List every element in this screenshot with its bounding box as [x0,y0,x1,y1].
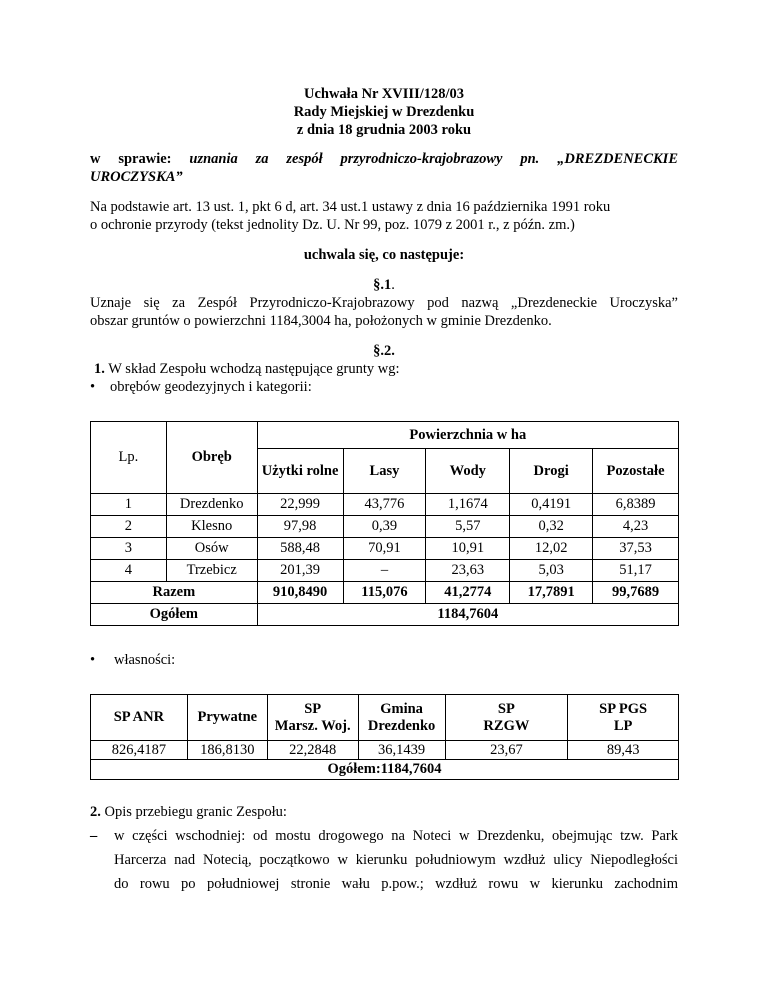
point-2-title: Opis przebiegu granic Zespołu: [104,804,287,820]
bullet-icon: • [90,652,96,668]
table-row [91,560,679,582]
cell-drogi: 0,32 [510,516,593,538]
boundary-line-2: Harcerza nad Notecią, początkowo w kierunku południowym wzdłuż ulicy Niepodległości [114,852,678,868]
ownership-header: SP PGS LP [568,695,679,741]
ownership-header: Gmina Drezdenko [358,695,445,741]
section-1-symbol: §.1 [373,277,392,293]
col-lasy: Lasy [343,449,426,494]
cell-lasy: 0,39 [343,516,426,538]
cell-lp: 1 [91,494,167,516]
razem-pozostale: 99,7689 [593,582,679,604]
cell-lp: 4 [91,560,167,582]
boundary-line-3: do rowu po południowej stronie wału p.pow.; wzdłuż rowu w kierunku zachodnim [114,876,678,892]
ownership-total: Ogółem:1184,7604 [91,760,679,780]
ownership-header: SP ANR [91,695,188,741]
point-2-number: 2. [90,804,101,820]
cell-pozostale: 37,53 [593,538,679,560]
ownership-value: 22,2848 [267,741,358,760]
col-group-area: Powierzchnia w ha [257,422,678,449]
cell-lasy: 70,91 [343,538,426,560]
razem-drogi: 17,7891 [510,582,593,604]
razem-label: Razem [91,582,258,604]
ogolem-value: 1184,7604 [257,604,678,626]
point-1-text: W skład Zespołu wchodzą następujące grunty wg: [108,361,400,377]
cell-uzytki: 22,999 [257,494,343,516]
resolution-date: z dnia 18 grudnia 2003 roku [296,122,472,138]
section-2-title: §.2. [373,343,395,359]
cell-drogi: 12,02 [510,538,593,560]
col-uzytki: Użytki rolne [257,449,343,494]
bullet-icon: • [90,379,96,395]
ownership-header: Prywatne [187,695,267,741]
bullet-2-text: własności: [114,652,176,668]
area-by-precinct-table [90,421,679,626]
cell-uzytki: 97,98 [257,516,343,538]
area-by-ownership-table [90,694,679,780]
ownership-value: 36,1439 [358,741,445,760]
cell-drogi: 5,03 [510,560,593,582]
cell-uzytki: 588,48 [257,538,343,560]
ownership-value: 23,67 [445,741,568,760]
subject-prefix: w sprawie: [90,151,172,167]
resolves-heading: uchwala się, co następuje: [303,247,465,263]
table-row [91,494,679,516]
ownership-value: 186,8130 [187,741,267,760]
razem-uzytki: 910,8490 [257,582,343,604]
council-name: Rady Miejskiej w Drezdenku [293,104,475,120]
cell-pozostale: 6,8389 [593,494,679,516]
col-wody: Wody [426,449,510,494]
ownership-header: SP Marsz. Woj. [267,695,358,741]
section-1-title [90,276,678,294]
ogolem-label: Ogółem [91,604,258,626]
cell-wody: 10,91 [426,538,510,560]
legal-basis-line-2: o ochronie przyrody (tekst jednolity Dz. U. Nr 99, poz. 1079 z 2001 r., z późn. zm.) [90,217,575,233]
col-obreb: Obręb [166,422,257,494]
col-pozostale: Pozostałe [593,449,679,494]
cell-pozostale: 4,23 [593,516,679,538]
razem-wody: 41,2774 [426,582,510,604]
cell-uzytki: 201,39 [257,560,343,582]
bullet-1-text: obrębów geodezyjnych i kategorii: [110,379,312,395]
cell-obreb: Trzebicz [166,560,257,582]
col-lp: Lp. [91,422,167,494]
cell-drogi: 0,4191 [510,494,593,516]
point-1 [94,360,682,378]
ownership-header: SP RZGW [445,695,568,741]
point-2-heading [90,803,678,821]
col-drogi: Drogi [510,449,593,494]
point-1-number: 1. [94,361,105,377]
section-1-line-2: obszar gruntów o powierzchni 1184,3004 ha, położonych w gminie Drezdenko. [90,313,552,329]
table-row [91,516,679,538]
resolution-number: Uchwała Nr XVIII/128/03 [303,86,465,102]
cell-obreb: Drezdenko [166,494,257,516]
subject-text-1: uznania za zespół przyrodniczo-krajobrazowy pn. „DREZDENECKIE [189,151,678,167]
cell-lp: 2 [91,516,167,538]
ownership-value: 826,4187 [91,741,188,760]
table-row [91,538,679,560]
boundary-line-1: w części wschodniej: od mostu drogowego na Noteci w Drezdenku, obejmując tzw. Park [114,828,678,844]
legal-basis-line-1: Na podstawie art. 13 ust. 1, pkt 6 d, art. 34 ust.1 ustawy z dnia 16 października 1991 roku [90,199,611,215]
cell-lasy: 43,776 [343,494,426,516]
razem-lasy: 115,076 [343,582,426,604]
section-1-dot: . [391,277,395,293]
cell-lasy: – [343,560,426,582]
cell-wody: 5,57 [426,516,510,538]
section-1-line-1: Uznaje się za Zespół Przyrodniczo-Krajobrazowy pod nazwą „Drezdeneckie Uroczyska” [90,295,678,311]
cell-obreb: Osów [166,538,257,560]
cell-wody: 1,1674 [426,494,510,516]
cell-pozostale: 51,17 [593,560,679,582]
subject-line-2: UROCZYSKA” [90,169,183,185]
cell-lp: 3 [91,538,167,560]
cell-obreb: Klesno [166,516,257,538]
subject-line-1 [90,150,678,168]
cell-wody: 23,63 [426,560,510,582]
ownership-value: 89,43 [568,741,679,760]
dash-icon: – [90,828,98,844]
